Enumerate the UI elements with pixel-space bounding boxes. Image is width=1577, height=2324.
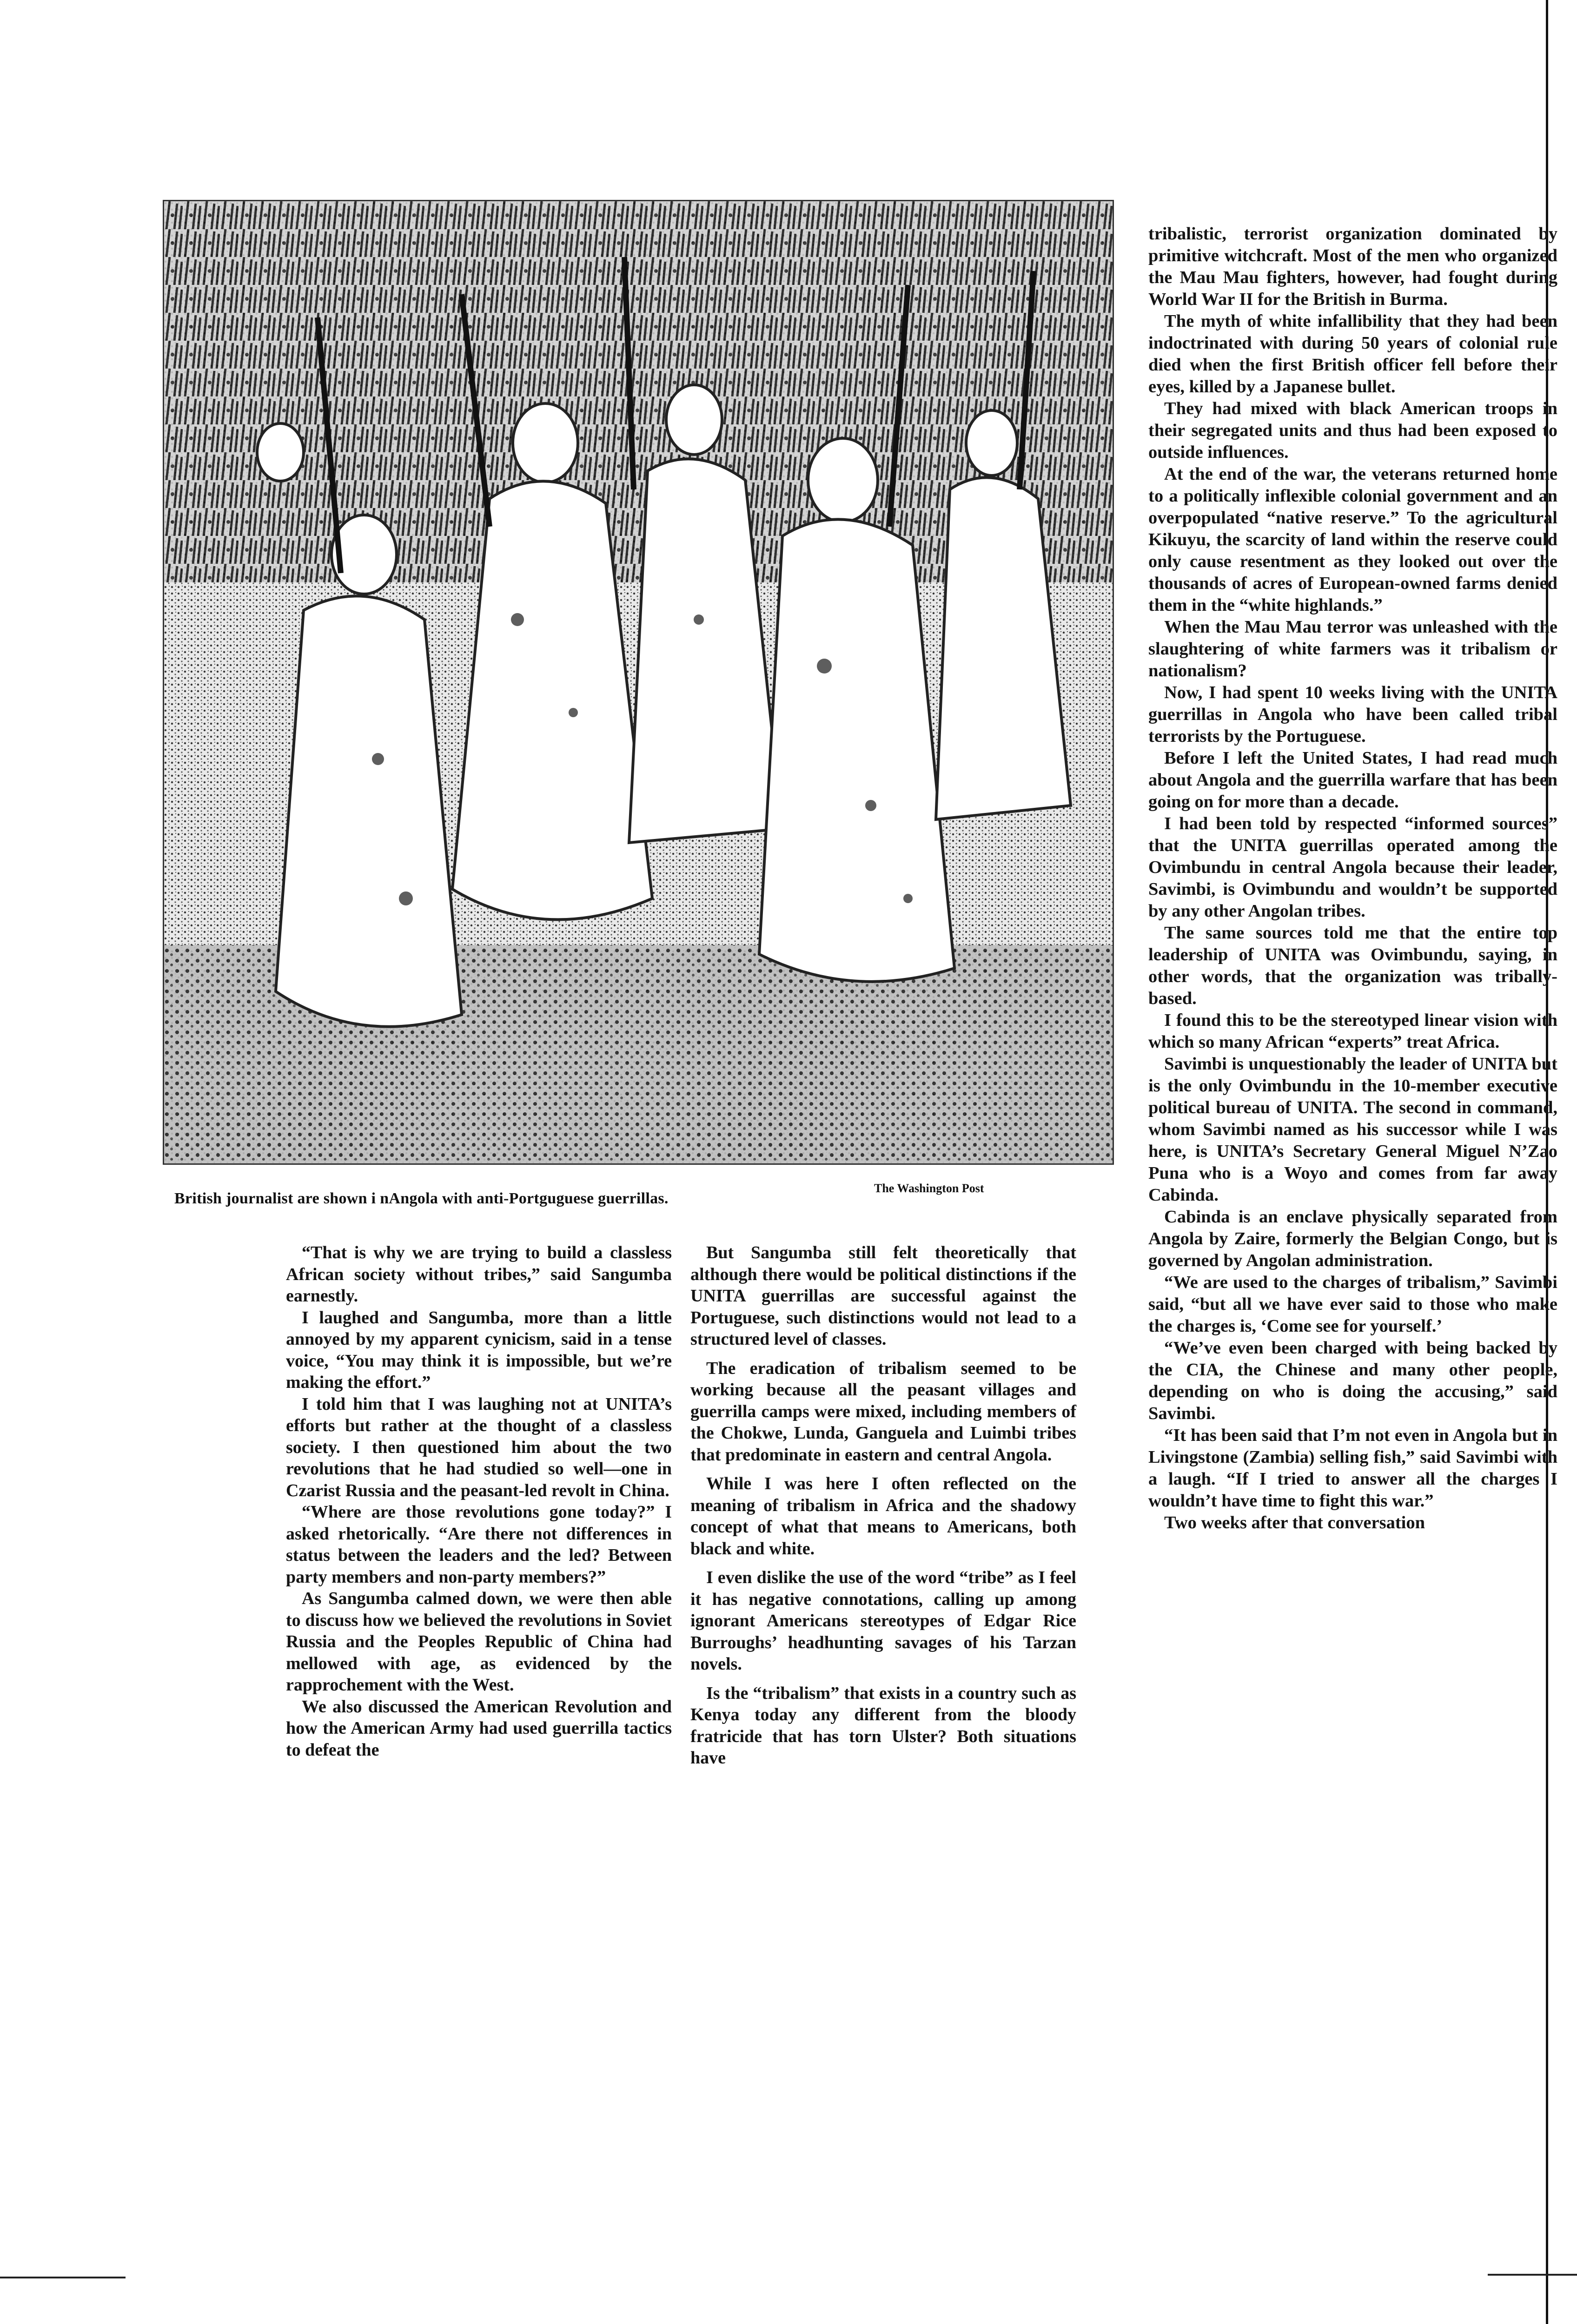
paragraph: While I was here I often reflected on the meaning of tribalism in Africa and the shadowy concept of what that means to Americans, both black and white. xyxy=(690,1474,1076,1558)
paragraph: At the end of the war, the veterans returned home to a politically inflexible colonial government and an overpopulated “native reserve.” To the agricultural Kikuyu, the scarcity of land within the reserve could only cause resentment as they looked out over the thousands of acres of European-owned farms denied them in the “white highlands.” xyxy=(1148,464,1557,615)
paragraph: “Where are those revolutions gone today?” I asked rhetorically. “Are there not differences in status between the leaders and the led? Between party members and non-party members?” xyxy=(286,1502,672,1587)
paragraph: The eradication of tribalism seemed to be working because all the peasant villages and guerrilla camps were mixed, including members of the Chokwe, Lunda, Ganguela and Luimbi tribes that predominate in eastern and central Angola. xyxy=(690,1358,1076,1465)
paragraph: As Sangumba calmed down, we were then able to discuss how we believed the revolutions in Soviet Russia and the Peoples Republic of China had mellowed with age, as evidenced by the rapprochement with the West. xyxy=(286,1589,672,1695)
paragraph: They had mixed with black American troops in their segregated units and thus had been exposed to outside influences. xyxy=(1148,399,1557,462)
paragraph: I found this to be the stereotyped linear vision with which so many African “experts” treat Africa. xyxy=(1148,1010,1557,1052)
paragraph: We also discussed the American Revolution and how the American Army had used guerrilla tactics to defeat the xyxy=(286,1697,672,1760)
paragraph: Cabinda is an enclave physically separated from Angola by Zaire, formerly the Belgian Congo, but is governed by Angolan administration. xyxy=(1148,1207,1557,1270)
paragraph: tribalistic, terrorist organization dominated by primitive witchcraft. Most of the men who organized the Mau Mau fighters, however, had fought during World War II for the British in Burma. xyxy=(1148,224,1557,309)
paragraph: Two weeks after that conversation xyxy=(1164,1513,1425,1532)
paragraph: But Sangumba still felt theoretically that although there would be political distinctions if the UNITA guerrillas are successful against the Portuguese, such distinctions would not lead to a structured level of classes. xyxy=(690,1243,1076,1349)
article-column-3 xyxy=(1148,223,1557,1534)
paragraph: Before I left the United States, I had read much about Angola and the guerrilla warfare that has been going on for more than a decade. xyxy=(1148,748,1557,812)
paragraph: The myth of white infallibility that they had been indoctrinated with during 50 years of colonial rule died when the first British officer fell before their eyes, killed by a Japanese bullet. xyxy=(1148,311,1557,396)
photo-credit: The Washington Post xyxy=(874,1182,984,1195)
paragraph: “We’ve even been charged with being backed by the CIA, the Chinese and many other people, depending on who is doing the accusing,” said Savimbi. xyxy=(1148,1338,1557,1423)
paragraph: I had been told by respected “informed sources” that the UNITA guerrillas operated among the Ovimbundu in central Angola because their leader, Savimbi, is Ovimbundu and wouldn’t be supported by any other Angolan tribes. xyxy=(1148,814,1557,921)
paragraph: I even dislike the use of the word “tribe” as I feel it has negative connotations, calling up among ignorant Americans stereotypes of Edgar Rice Burroughs’ headhunting savages of his Tarzan novels. xyxy=(690,1568,1076,1674)
photo-caption: British journalist are shown i nAngola with anti-Portguguese guerrillas. xyxy=(174,1190,669,1207)
paragraph: The same sources told me that the entire top leadership of UNITA was Ovimbundu, saying, in other words, that the organization was tribally-based. xyxy=(1148,923,1557,1008)
paragraph: I laughed and Sangumba, more than a little annoyed by my apparent cynicism, said in a tense voice, “You may think it is impossible, but we’re making the effort.” xyxy=(286,1307,672,1392)
right-margin-dash xyxy=(1488,2274,1577,2276)
paragraph: When the Mau Mau terror was unleashed with the slaughtering of white farmers was it tribalism or nationalism? xyxy=(1148,617,1557,680)
paragraph: “It has been said that I’m not even in Angola but in Livingstone (Zambia) selling fish,” said Savimbi with a laugh. “If I tried to answer all the charges I wouldn’t have time to fight this war.” xyxy=(1148,1426,1557,1511)
paragraph: “We are used to the charges of tribalism,” Savimbi said, “but all we have ever said to those who make the charges is, ‘Come see for yourself.’ xyxy=(1148,1273,1557,1336)
paragraph: Is the “tribalism” that exists in a country such as Kenya today any different from the bloody fratricide that has torn Ulster? Both situations have xyxy=(690,1683,1076,1768)
paragraph: Now, I had spent 10 weeks living with the UNITA guerrillas in Angola who have been called tribal terrorists by the Portuguese. xyxy=(1148,683,1557,746)
paragraph: I told him that I was laughing not at UNITA’s efforts but rather at the thought of a classless society. I then questioned him about the two revolutions that he had studied so well—one in Czarist Russia and the peasant-led revolt in China. xyxy=(286,1394,672,1500)
left-margin-dash xyxy=(0,2277,126,2278)
paragraph: “That is why we are trying to build a classless African society without tribes,” said Sangumba earnestly. xyxy=(286,1243,672,1306)
paragraph: Savimbi is unquestionably the leader of UNITA but is the only Ovimbundu in the 10-member executive political bureau of UNITA. The second in command, whom Savimbi named as his successor while I was here, is UNITA’s Secretary General Miguel N’Zao Puna who is a Woyo and comes from far away Cabinda. xyxy=(1148,1054,1557,1205)
